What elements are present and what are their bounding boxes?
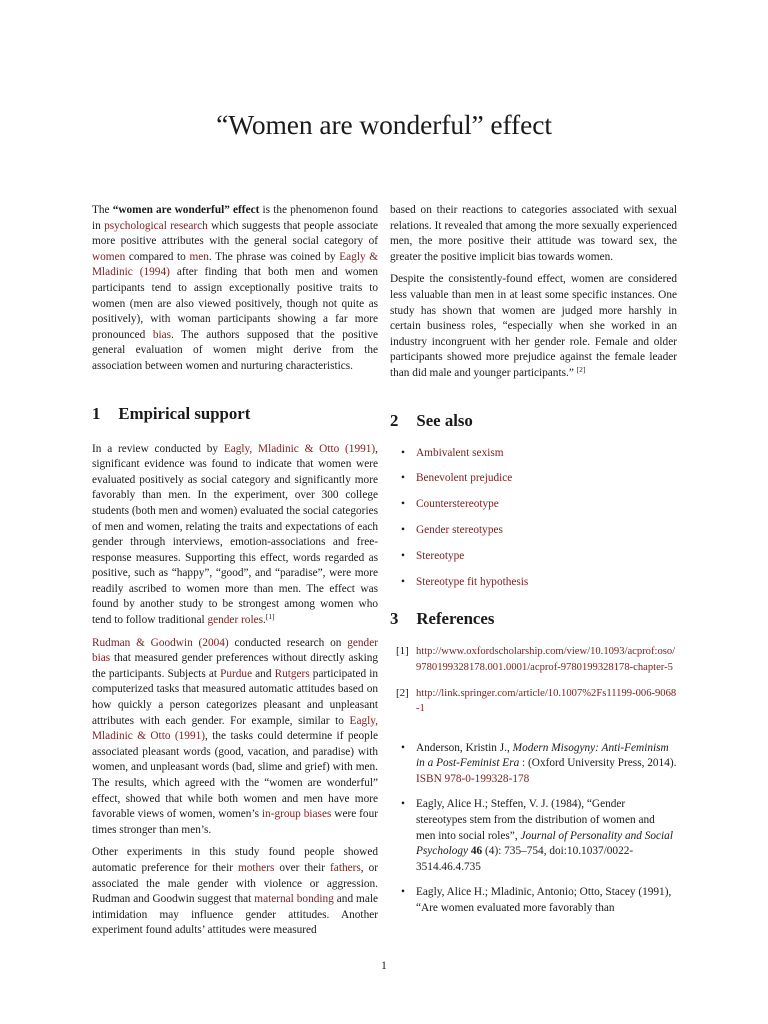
link-rudman-goodwin-2004[interactable]: Rudman & Goodwin (2004)	[92, 636, 229, 649]
link-bias[interactable]: bias	[152, 328, 172, 341]
bibliography-list	[390, 741, 677, 917]
reference-item: [1] http://www.oxfordscholarship.com/view/10.1093/acprof:oso/9780199328178.001.0001/acprof-9780199328178-chapter-5	[396, 645, 676, 673]
citation-1[interactable]: [1]	[265, 612, 275, 622]
link-maternal-bonding[interactable]: maternal bonding	[254, 893, 334, 906]
list-item	[390, 549, 677, 575]
bullet-icon: •	[401, 798, 405, 811]
link-stereotype[interactable]: Stereotype	[416, 549, 465, 562]
right-column	[390, 203, 677, 927]
reference-item: [2] http://link.springer.com/article/10.1007%2Fs11199-006-9068-1	[396, 686, 677, 715]
link-eagly-mladinic-otto-1991[interactable]: Eagly, Mladinic & Otto (1991)	[223, 442, 376, 455]
page-title: “Women are wonderful” effect	[216, 109, 552, 140]
link-stereotype-fit-hypothesis[interactable]: Stereotype fit hypothesis	[416, 575, 529, 588]
empirical-paragraph-2: Rudman & Goodwin (2004) conducted research on gender bias that measured gender preferences without directly asking the participants. Subjects at Purdue and Rutgers participated in computerized tasks that measured automatic attitudes based on how quickly a person categorizes pleasant and unpleasant attributes with each gender. For example, similar to Eagly, Mladinic & Otto (1991), the tasks could determine if people associated pleasant words (good, vacation, and paradise) with women, and unpleasant words (bad, slime and grief) with men. The results, which agreed with the “women are wonderful” effect, showed that while both women and men have more favorable views of women, women’s in-group biases were four times stronger than men’s.	[92, 636, 378, 836]
intro-paragraph: The “women are wonderful” effect is the phenomenon found in psychological research which suggests that people associate more positive attributes with the general social category of women compared to men. The phrase was coined by Eagly & Mladinic (1994) after finding that both men and women participants tend to assign exceptionally positive traits to women (men are also viewed positively, though not quite as positively), with woman participants showing a far more pronounced bias. The authors supposed that the positive general evaluation of women might derive from the association between women and nurturing characteristics.	[92, 204, 379, 372]
bullet-icon: •	[401, 575, 405, 588]
page-number: 1	[381, 960, 387, 972]
continued-paragraph: based on their reactions to categories associated with sexual relations. It revealed that among the more sexually experienced men, the more positive their attitude was toward sex, the greater the positive implicit bias towards women.	[390, 204, 677, 263]
section-heading-empirical-support: 1 Empirical support	[92, 403, 251, 423]
bullet-icon: •	[401, 498, 405, 511]
bibliography-item: • Eagly, Alice H.; Steffen, V. J. (1984), “Gender stereotypes stem from the distribution of women and men into social roles”, Journal of Personality and Social Psychology 46 (4): 735–754, doi:10.1037/0022-3514.46.4.735	[401, 798, 673, 873]
bullet-icon: •	[401, 446, 405, 459]
list-item	[390, 446, 677, 472]
link-women[interactable]: women	[92, 250, 126, 263]
link-gender-bias[interactable]: gender bias	[92, 636, 378, 665]
list-item	[390, 471, 677, 497]
bullet-icon: •	[401, 549, 405, 562]
list-item	[390, 523, 677, 549]
link-fathers[interactable]: fathers	[330, 861, 361, 874]
link-eagly-mladinic-otto-1991-2[interactable]: Eagly, Mladinic & Otto (1991)	[92, 714, 378, 743]
link-mothers[interactable]: mothers	[237, 861, 275, 874]
link-psychological-research[interactable]: psychological research	[104, 219, 208, 232]
link-benevolent-prejudice[interactable]: Benevolent prejudice	[416, 472, 513, 485]
link-gender-roles[interactable]: gender roles	[207, 614, 263, 627]
link-men[interactable]: men	[189, 250, 209, 263]
list-item	[390, 497, 677, 523]
section-heading-references: 3 References	[390, 609, 495, 629]
reference-link-2[interactable]: http://link.springer.com/article/10.1007%2Fs11199-006-9068-1	[416, 687, 677, 715]
link-counterstereotype[interactable]: Counterstereotype	[416, 498, 499, 511]
link-eagly-mladinic-1994[interactable]: Eagly & Mladinic (1994)	[92, 250, 379, 279]
link-gender-stereotypes[interactable]: Gender stereotypes	[416, 523, 503, 536]
despite-paragraph: Despite the consistently-found effect, women are considered less valuable than men in at least some specific instances. One study has shown that women are judged more harshly in certain business roles, “especially when she worked in an industry incongruent with her gender role. Female and older participants showed more prejudice against the female leader than did male and younger participants.” [2]	[390, 273, 677, 379]
left-column	[92, 203, 378, 946]
bullet-icon: •	[401, 472, 405, 485]
link-rutgers[interactable]: Rutgers	[274, 667, 310, 680]
bibliography-item: • Anderson, Kristin J., Modern Misogyny: Anti-Feminism in a Post-Feminist Era : (Oxford University Press, 2014). ISBN 978-0-199328-178	[401, 741, 677, 785]
reference-list	[390, 644, 677, 716]
link-ambivalent-sexism[interactable]: Ambivalent sexism	[416, 446, 504, 459]
link-in-group-biases[interactable]: in-group biases	[261, 808, 332, 821]
citation-2[interactable]: [2]	[576, 364, 586, 374]
empirical-paragraph-3: Other experiments in this study found people showed automatic preference for their mothers over their fathers, or associated the male gender with violence or aggression. Rudman and Goodwin suggest that maternal bonding and male intimidation may influence gender attitudes. Another experiment found adults’ attitudes were measured	[92, 846, 379, 937]
empirical-paragraph-1: In a review conducted by Eagly, Mladinic & Otto (1991), significant evidence was found to indicate that women were evaluated positively as social category and significantly more favorably than men. In the experiment, over 300 college students (both men and women) evaluated the social categories of men and women, relating the traits and expectations of each gender through interviews, emotion-associations and free-response measures. Supporting this effect, words regarded as positive, such as “happy”, “good”, and “paradise”, were more readily ascribed to women more than men. The effect was found by another study to be strongest among women who tend to follow traditional gender roles.[1]	[92, 442, 378, 627]
see-also-list	[390, 446, 677, 601]
bullet-icon: •	[401, 741, 405, 754]
link-isbn[interactable]: ISBN 978-0-199328-178	[416, 772, 530, 785]
bullet-icon: •	[401, 886, 405, 899]
bibliography-item: • Eagly, Alice H.; Mladinic, Antonio; Otto, Stacey (1991), “Are women evaluated more favorably than	[401, 886, 672, 915]
bullet-icon: •	[401, 523, 405, 536]
section-heading-see-also: 2 See also	[390, 410, 473, 430]
list-item	[390, 575, 677, 601]
link-purdue[interactable]: Purdue	[220, 667, 253, 680]
reference-link-1[interactable]: http://www.oxfordscholarship.com/view/10.1093/acprof:oso/9780199328178.001.0001/acprof-9780199328178-chapter-5	[416, 646, 676, 673]
